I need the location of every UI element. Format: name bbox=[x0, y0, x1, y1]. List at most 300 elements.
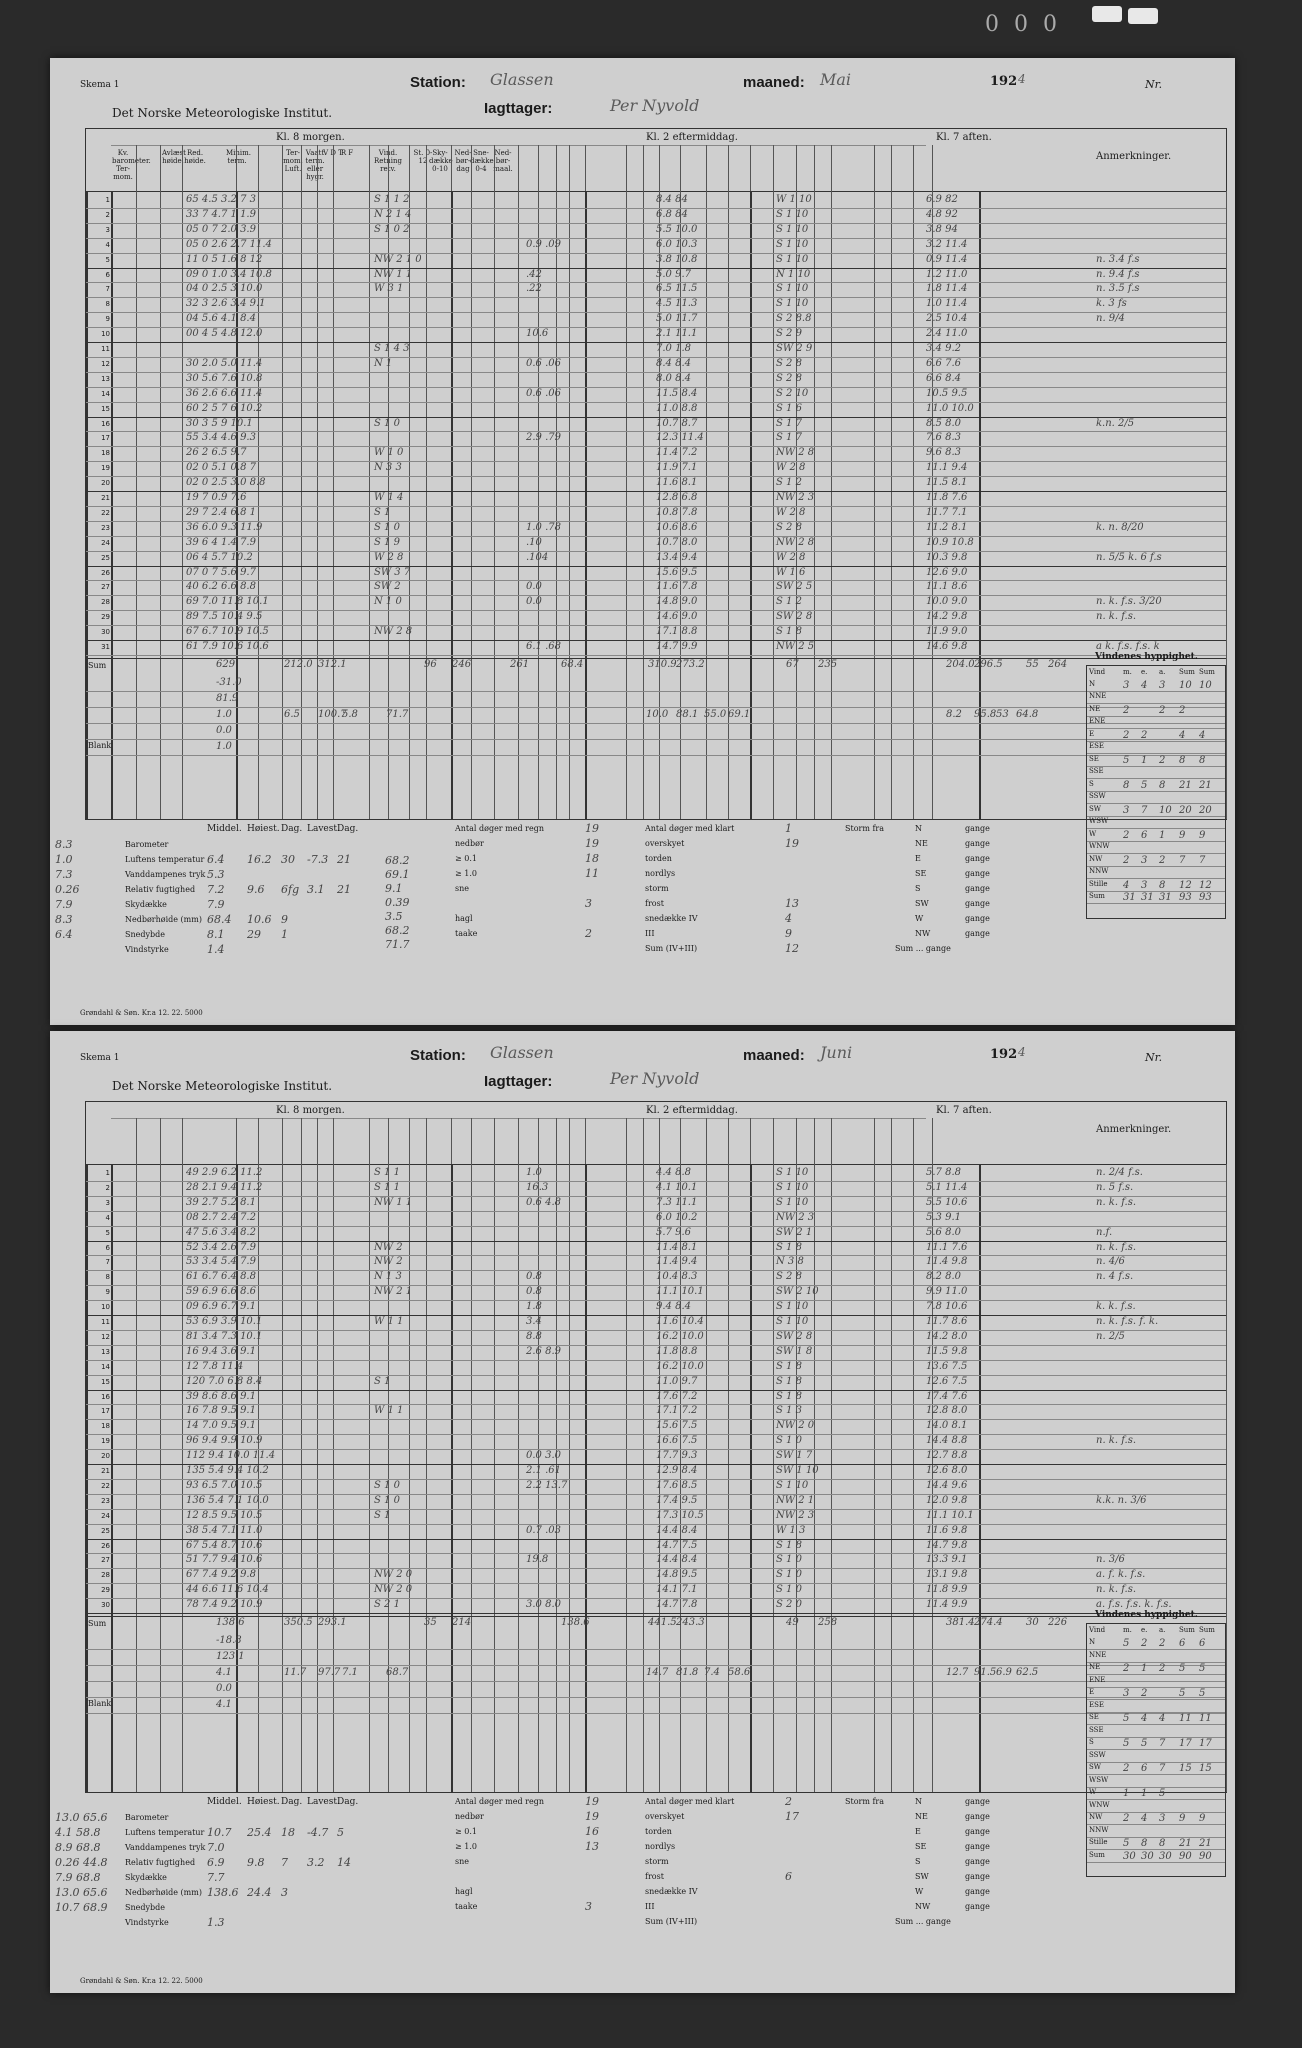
header-column-rule bbox=[626, 145, 627, 191]
header-column-rule bbox=[317, 145, 318, 191]
storm-suffix: gange bbox=[965, 1887, 990, 1896]
remarks-entry: n. k. f.s. bbox=[1096, 1435, 1137, 1447]
summary-row-label: Luftens temperatur bbox=[125, 1828, 205, 1837]
afternoon-values: 11.8 8.8 bbox=[656, 1345, 698, 1357]
morning-values: 09 0 1.0 3.4 10.8 bbox=[186, 268, 272, 280]
summary-value: 138.6 bbox=[207, 1886, 239, 1899]
column-header: Sne-dække 0-4 bbox=[470, 149, 494, 173]
storm-suffix: gange bbox=[965, 1857, 990, 1866]
evening-values: 1.8 11.4 bbox=[926, 283, 968, 295]
evening-values: 11.0 10.0 bbox=[926, 402, 974, 414]
wind-direction: WNW bbox=[1089, 842, 1110, 851]
day-number: 16 bbox=[101, 1392, 110, 1401]
evening-values: 12.6 8.0 bbox=[926, 1465, 968, 1476]
summary-col-header: Høiest. bbox=[247, 824, 280, 834]
rain-days-value: 18 bbox=[585, 852, 599, 865]
wind-count: 2 bbox=[1141, 729, 1148, 741]
header-column-rule bbox=[814, 1118, 815, 1164]
header-column-rule bbox=[471, 145, 472, 191]
rain-days-value: 16 bbox=[585, 1825, 599, 1838]
evening-values: 5.1 11.4 bbox=[926, 1181, 968, 1193]
header-column-rule bbox=[773, 1118, 774, 1164]
wind-direction: NW bbox=[1089, 854, 1103, 863]
storm-direction: NW bbox=[915, 929, 931, 938]
summary-value: 5.3 bbox=[207, 868, 225, 881]
summary-value: 9.6 bbox=[247, 883, 265, 896]
remarks-entry: k. k. f.s. bbox=[1096, 1301, 1136, 1313]
side-calculation: 68.2 bbox=[385, 854, 410, 867]
afternoon-values: 11.6 10.4 bbox=[656, 1316, 704, 1327]
day-number: 25 bbox=[101, 1526, 110, 1535]
wind-count: 3 bbox=[1123, 804, 1130, 816]
afternoon-values: 6.0 10.3 bbox=[656, 238, 698, 250]
day-number: 15 bbox=[101, 1377, 110, 1386]
wind-count: 31 bbox=[1159, 892, 1172, 904]
morning-values: 39 2.7 5.2 8.1 bbox=[186, 1196, 256, 1208]
wind-direction: N bbox=[1089, 1638, 1096, 1646]
afternoon-values: 3.8 10.8 bbox=[656, 253, 698, 265]
wind-count: 12 bbox=[1179, 879, 1192, 891]
evening-values: 13.6 7.5 bbox=[926, 1360, 968, 1372]
rain-days-label: ≥ 0.1 bbox=[455, 854, 477, 863]
rain-days-label: ≥ 1.0 bbox=[455, 1842, 477, 1851]
afternoon-wind: NW 2 8 bbox=[776, 536, 815, 548]
wind-row-rule bbox=[1087, 1724, 1225, 1725]
evening-values: 14.7 9.8 bbox=[926, 1539, 968, 1551]
summary-value: 21 bbox=[337, 883, 351, 896]
day-number: 29 bbox=[101, 1586, 110, 1595]
day-number: 20 bbox=[101, 1452, 110, 1461]
morning-values: 60 2 5 7 6 10.2 bbox=[186, 402, 263, 414]
morning-wind: S 1 bbox=[374, 1509, 391, 1521]
rain-days-label: hagl bbox=[455, 1887, 473, 1896]
evening-values: 11.1 7.6 bbox=[926, 1241, 968, 1253]
period-morning: Kl. 8 morgen. bbox=[276, 132, 345, 143]
wind-count: 90 bbox=[1179, 1850, 1192, 1862]
column-header: Ter-mom. Luft. bbox=[283, 149, 303, 173]
morning-values: 112 9.4 10.0 11.4 bbox=[186, 1450, 276, 1462]
evening-values: 5.6 8.0 bbox=[926, 1226, 961, 1238]
header-column-rule bbox=[706, 1118, 707, 1164]
morning-wind: N 2 1 4 bbox=[374, 208, 412, 220]
header-column-rule bbox=[369, 1118, 370, 1164]
wind-row-rule bbox=[1087, 741, 1225, 742]
extra-row-rule bbox=[86, 723, 1226, 724]
morning-wind: NW 1 1 bbox=[374, 268, 413, 280]
header-column-rule bbox=[451, 1118, 452, 1164]
day-number: 19 bbox=[101, 1437, 110, 1446]
morning-values: 120 7.0 6.8 8.4 bbox=[186, 1375, 263, 1387]
morning-values: 59 6.9 6.6 8.6 bbox=[186, 1286, 256, 1298]
summary-row-label: Barometer bbox=[125, 1813, 169, 1822]
day-number: 23 bbox=[101, 523, 110, 532]
morning-precip: 8.8 bbox=[526, 1330, 542, 1342]
wind-direction: ENE bbox=[1089, 1675, 1106, 1684]
day-number: 6 bbox=[105, 270, 110, 279]
day-number: 9 bbox=[105, 1288, 110, 1297]
day-number: 8 bbox=[105, 300, 110, 309]
year-print: 192 bbox=[990, 1047, 1018, 1062]
wind-count: 2 bbox=[1159, 854, 1166, 866]
wind-count: 17 bbox=[1179, 1738, 1192, 1749]
header-column-rule bbox=[301, 145, 302, 191]
period-evening: Kl. 7 aften. bbox=[936, 1105, 992, 1116]
sum-value: 235 bbox=[818, 658, 838, 670]
wind-count: 12 bbox=[1199, 879, 1212, 891]
header-column-rule bbox=[643, 1118, 644, 1164]
afternoon-values: 14.7 9.9 bbox=[656, 641, 698, 652]
wind-col-header: m. bbox=[1123, 1626, 1132, 1634]
header-column-rule bbox=[333, 145, 334, 191]
storm-direction: S bbox=[915, 884, 921, 893]
header-column-rule bbox=[874, 145, 875, 191]
blank-label: Blank bbox=[88, 1699, 112, 1708]
morning-values: 04 0 2.5 3 10.0 bbox=[186, 283, 263, 295]
morning-values: 44 6.6 11.6 10.4 bbox=[186, 1584, 269, 1596]
storm-suffix: gange bbox=[965, 1797, 990, 1806]
morning-values: 32 3 2.6 3.4 9.1 bbox=[186, 298, 266, 310]
afternoon-wind: W 2 8 bbox=[776, 551, 806, 563]
wind-direction: NNE bbox=[1089, 692, 1107, 701]
evening-values: 4.8 92 bbox=[926, 208, 958, 220]
summary-value: 9.8 bbox=[247, 1856, 265, 1869]
morning-wind: S 1 0 2 bbox=[374, 223, 410, 235]
mean-value: 68.7 bbox=[386, 1667, 409, 1678]
year-hand: 4 bbox=[1018, 1045, 1026, 1059]
header-column-rule bbox=[585, 1118, 586, 1164]
evening-values: 10.3 9.8 bbox=[926, 551, 968, 563]
morning-wind: N 1 bbox=[374, 357, 393, 369]
header-column-rule bbox=[160, 1118, 161, 1164]
summary-row-label: Relativ fugtighed bbox=[125, 1858, 196, 1867]
header-column-rule bbox=[932, 145, 933, 191]
evening-values: 1.0 11.4 bbox=[926, 298, 968, 310]
summary-col-header: Dag. bbox=[337, 824, 359, 834]
evening-values: 2.5 10.4 bbox=[926, 313, 968, 325]
storm-suffix: gange bbox=[965, 929, 990, 938]
evening-values: 11.1 9.4 bbox=[926, 462, 968, 474]
wind-direction: NW bbox=[1089, 1813, 1103, 1821]
extra-row-rule bbox=[86, 707, 1226, 708]
morning-wind: S 1 0 bbox=[374, 521, 400, 533]
wind-count: 7 bbox=[1179, 854, 1186, 866]
afternoon-wind: S 2 8 bbox=[776, 372, 802, 384]
summary-value: -7.3 bbox=[307, 853, 329, 866]
afternoon-values: 10.4 8.3 bbox=[656, 1271, 698, 1283]
clear-days-label: storm bbox=[645, 1857, 669, 1866]
afternoon-values: 9.4 8.4 bbox=[656, 1301, 691, 1313]
sum-value: 441.5 bbox=[648, 1617, 677, 1628]
clear-days-label: snedække IV bbox=[645, 914, 698, 923]
evening-values: 14.2 9.8 bbox=[926, 611, 968, 623]
afternoon-values: 14.7 7.5 bbox=[656, 1539, 698, 1551]
wind-direction: ENE bbox=[1089, 717, 1106, 726]
remarks-entry: n. 4 f.s. bbox=[1096, 1271, 1134, 1283]
extra-row-value: 1.0 bbox=[216, 740, 232, 752]
wind-count: 2 bbox=[1123, 829, 1130, 841]
afternoon-wind: S 2 8 bbox=[776, 521, 802, 533]
morning-values: 05 0 2.6 2.7 11.4 bbox=[186, 238, 272, 250]
header-column-rule bbox=[913, 1118, 914, 1164]
day-number: 24 bbox=[101, 538, 110, 547]
header-column-rule bbox=[494, 145, 495, 191]
summary-value: 8.1 bbox=[207, 928, 225, 941]
morning-values: 29 7 2.4 6.8 1 bbox=[186, 506, 256, 518]
wind-count: 1 bbox=[1141, 1788, 1148, 1799]
wind-row-rule bbox=[1087, 1674, 1225, 1675]
clear-days-label: overskyet bbox=[645, 839, 685, 848]
sum-value: 55 bbox=[1026, 658, 1039, 670]
extra-row-value: 4.1 bbox=[216, 1667, 232, 1678]
header-column-rule bbox=[891, 145, 892, 191]
morning-values: 65 4.5 3.2 7 3 bbox=[186, 194, 256, 205]
sum-value: 212.0 bbox=[284, 658, 313, 670]
header-column-rule bbox=[569, 145, 570, 191]
day-number: 19 bbox=[101, 464, 110, 473]
storm-suffix: gange bbox=[965, 884, 990, 893]
header-column-rule bbox=[301, 1118, 302, 1164]
morning-wind: S 1 0 bbox=[374, 1479, 400, 1491]
morning-values: 33 7 4.7 1 1.9 bbox=[186, 208, 256, 220]
afternoon-values: 10.7 8.7 bbox=[656, 417, 698, 429]
evening-values: 13.1 9.8 bbox=[926, 1569, 968, 1581]
wind-count: 6 bbox=[1179, 1638, 1186, 1649]
wind-count: 2 bbox=[1123, 1813, 1130, 1824]
morning-precip: 0.7 .03 bbox=[526, 1524, 561, 1536]
morning-precip: 3.0 8.0 bbox=[526, 1599, 561, 1611]
margin-calculation: 8.3 bbox=[55, 838, 73, 851]
summary-value: 1.4 bbox=[207, 943, 225, 956]
sum-value: 264 bbox=[1048, 658, 1068, 670]
nr-label: Nr. bbox=[1145, 1051, 1163, 1064]
header-column-rule bbox=[258, 145, 259, 191]
clear-days-label: nordlys bbox=[645, 1842, 676, 1851]
afternoon-wind: S 1 10 bbox=[776, 253, 809, 265]
morning-values: 07 0 7 5.6 9.7 bbox=[186, 566, 256, 578]
wind-count: 5 bbox=[1141, 779, 1148, 791]
wind-direction: NNE bbox=[1089, 1650, 1107, 1659]
wind-col-header: a. bbox=[1159, 667, 1166, 676]
morning-values: 55 3.4 4.6 9.3 bbox=[186, 432, 256, 444]
mean-value: 12.7 bbox=[946, 1667, 969, 1678]
header-column-rule bbox=[796, 1118, 797, 1164]
morning-values: 52 3.4 2.6 7.9 bbox=[186, 1241, 256, 1253]
wind-direction: SSW bbox=[1089, 792, 1106, 801]
summary-value: 18 bbox=[281, 1826, 295, 1839]
morning-wind: S 1 bbox=[374, 506, 391, 518]
wind-col-header: m. bbox=[1123, 667, 1132, 676]
mean-value: 62.5 bbox=[1016, 1667, 1039, 1678]
wind-count: 3 bbox=[1141, 854, 1148, 866]
wind-count: 5 bbox=[1179, 1688, 1186, 1699]
summary-value: 3 bbox=[281, 1886, 288, 1899]
wind-direction: SE bbox=[1089, 1713, 1099, 1721]
morning-values: 69 7.0 11.8 10.1 bbox=[186, 596, 269, 608]
side-calculation: 3.5 bbox=[385, 910, 403, 923]
wind-direction: S bbox=[1089, 1738, 1094, 1746]
storm-direction: SW bbox=[915, 1872, 929, 1881]
wind-count: 21 bbox=[1199, 779, 1212, 791]
afternoon-values: 12.8 6.8 bbox=[656, 492, 698, 503]
afternoon-wind: W 2 8 bbox=[776, 506, 806, 518]
day-number: 21 bbox=[101, 494, 110, 502]
storm-direction: SE bbox=[915, 1842, 927, 1851]
sum-value: 96 bbox=[424, 658, 437, 670]
summary-row-label: Vindstyrke bbox=[125, 1918, 169, 1927]
sum-value: 35 bbox=[424, 1617, 437, 1628]
wind-direction: NE bbox=[1089, 704, 1101, 713]
afternoon-values: 14.4 8.4 bbox=[656, 1554, 698, 1566]
sum-value: 312.1 bbox=[318, 658, 347, 670]
morning-values: 136 5.4 7.1 10.0 bbox=[186, 1494, 269, 1506]
sum-value: 293.1 bbox=[318, 1617, 347, 1628]
extra-row-rule bbox=[86, 755, 1226, 756]
afternoon-wind: S 2 8 bbox=[776, 1271, 802, 1283]
header-column-rule bbox=[626, 1118, 627, 1164]
summary-row-label: Vanddampenes tryk bbox=[125, 870, 206, 879]
storm-direction: N bbox=[915, 1797, 922, 1806]
storm-suffix: gange bbox=[965, 839, 990, 848]
mean-value: 71.7 bbox=[386, 708, 409, 720]
day-number: 26 bbox=[101, 1541, 110, 1550]
summary-value: 68.4 bbox=[207, 913, 232, 926]
header-column-rule bbox=[680, 145, 681, 191]
header-column-rule bbox=[814, 145, 815, 191]
clear-days-value: 6 bbox=[785, 1870, 792, 1883]
remarks-entry: n. 9.4 f.s bbox=[1096, 268, 1140, 280]
morning-wind: W 1 4 bbox=[374, 492, 404, 503]
day-number: 13 bbox=[101, 1347, 110, 1356]
evening-values: 12.6 9.0 bbox=[926, 566, 968, 578]
wind-count: 5 bbox=[1141, 1738, 1148, 1749]
morning-values: 04 5.6 4.1 8.4 bbox=[186, 313, 256, 325]
evening-values: 9.6 8.3 bbox=[926, 447, 961, 459]
remarks-entry: n.f. bbox=[1096, 1226, 1113, 1238]
clear-days-label: overskyet bbox=[645, 1812, 685, 1821]
wind-count: 8 bbox=[1141, 1838, 1148, 1849]
extra-row-rule bbox=[86, 691, 1226, 692]
wind-count: 5 bbox=[1123, 1713, 1130, 1724]
morning-values: 16 7.8 9.5 9.1 bbox=[186, 1405, 256, 1417]
afternoon-wind: SW 1 10 bbox=[776, 1465, 819, 1476]
afternoon-wind: S 1 10 bbox=[776, 1316, 809, 1327]
remarks-entry: a. f.s. f.s. k. f.s. bbox=[1096, 1599, 1172, 1611]
morning-wind: S 1 0 bbox=[374, 417, 400, 429]
header-column-rule bbox=[659, 1118, 660, 1164]
header-column-rule bbox=[831, 145, 832, 191]
wind-direction: NE bbox=[1089, 1663, 1101, 1671]
day-number: 12 bbox=[101, 359, 110, 368]
storm-suffix: gange bbox=[965, 1872, 990, 1881]
sum-value: 204.0 bbox=[946, 658, 975, 670]
wind-direction: Stille bbox=[1089, 1838, 1108, 1846]
storm-direction: SW bbox=[915, 899, 929, 908]
wind-count: 9 bbox=[1179, 829, 1186, 841]
morning-values: 49 2.9 6.2 11.2 bbox=[186, 1167, 263, 1178]
morning-values: 39 6 4 1.4 7.9 bbox=[186, 536, 256, 548]
day-number: 17 bbox=[101, 434, 110, 443]
morning-wind: S 2 1 bbox=[374, 1599, 400, 1611]
rain-days-label: taake bbox=[455, 929, 478, 938]
afternoon-wind: S 1 0 bbox=[776, 1435, 802, 1447]
afternoon-values: 17.4 9.5 bbox=[656, 1494, 698, 1506]
wind-direction: S bbox=[1089, 779, 1094, 788]
mean-value: 11.7 bbox=[284, 1667, 307, 1678]
morning-precip: 0.8 bbox=[526, 1286, 542, 1298]
wind-count: 8 bbox=[1159, 879, 1166, 891]
header-column-rule bbox=[282, 145, 283, 191]
morning-values: 47 5.6 3.4 8.2 bbox=[186, 1226, 256, 1238]
mean-value: 6.5 bbox=[284, 708, 300, 720]
afternoon-wind: NW 2 3 bbox=[776, 1211, 815, 1223]
summary-row-label: Snedybde bbox=[125, 1903, 165, 1912]
summary-col-header: Dag. bbox=[337, 1797, 359, 1807]
evening-values: 5.5 10.6 bbox=[926, 1196, 968, 1208]
day-number: 31 bbox=[101, 643, 110, 651]
mean-value: 91.5 bbox=[974, 1667, 997, 1678]
morning-values: 14 7.0 9.5 9.1 bbox=[186, 1420, 256, 1432]
sum-value: 30 bbox=[1026, 1617, 1039, 1628]
column-header: St. 0-12 bbox=[413, 149, 433, 165]
evening-values: 2.4 11.0 bbox=[926, 328, 968, 340]
header-column-rule bbox=[750, 145, 751, 191]
wind-count: 17 bbox=[1199, 1738, 1212, 1749]
period-afternoon: Kl. 2 eftermiddag. bbox=[646, 132, 738, 143]
column-header: Sky-dække 0-10 bbox=[429, 149, 453, 173]
margin-calculation: 8.3 bbox=[55, 913, 73, 926]
morning-values: 36 2.6 6.6 11.4 bbox=[186, 387, 263, 399]
wind-col-header: e. bbox=[1141, 667, 1148, 676]
afternoon-wind: S 1 7 bbox=[776, 432, 802, 444]
wind-direction: SW bbox=[1089, 804, 1101, 813]
mean-value: 7.1 bbox=[342, 1667, 358, 1678]
column-header: Ned-bør-dag bbox=[454, 149, 472, 173]
day-number: 11 bbox=[101, 1318, 110, 1326]
morning-values: 51 7.7 9.4 10.6 bbox=[186, 1554, 263, 1566]
evening-values: 11.1 10.1 bbox=[926, 1509, 974, 1521]
afternoon-values: 4.4 8.8 bbox=[656, 1167, 691, 1178]
remarks-entry: n. k. f.s. 3/20 bbox=[1096, 596, 1162, 608]
day-number: 10 bbox=[101, 1303, 110, 1312]
summary-value: 10.7 bbox=[207, 1826, 232, 1839]
wind-count: 10 bbox=[1159, 804, 1172, 816]
header-column-rule bbox=[182, 1118, 183, 1164]
wind-direction: Sum bbox=[1089, 1850, 1105, 1859]
afternoon-wind: SW 2 9 bbox=[776, 343, 813, 354]
afternoon-wind: SW 1 7 bbox=[776, 1450, 813, 1462]
monthly-summary bbox=[55, 1795, 1225, 1937]
mean-value: 53 bbox=[996, 708, 1009, 720]
evening-values: 14.6 9.8 bbox=[926, 641, 968, 652]
form-number: Skema 1 bbox=[80, 1053, 120, 1063]
summary-value: 5 bbox=[337, 1826, 344, 1839]
storm-direction: W bbox=[915, 914, 924, 923]
afternoon-values: 13.4 9.4 bbox=[656, 551, 698, 563]
storm-sum: Sum ... gange bbox=[895, 1917, 951, 1926]
afternoon-values: 11.4 9.4 bbox=[656, 1256, 698, 1268]
summary-row-label: Nedbørhøide (mm) bbox=[125, 1888, 202, 1897]
header-column-rule bbox=[388, 145, 389, 191]
remarks-entry: n. k. f.s. bbox=[1096, 1196, 1137, 1208]
monthly-summary bbox=[55, 822, 1225, 964]
day-number: 4 bbox=[105, 240, 110, 249]
evening-values: 11.8 9.9 bbox=[926, 1584, 968, 1596]
morning-values: 30 5.6 7.6 10.8 bbox=[186, 372, 263, 384]
header-column-rule bbox=[891, 1118, 892, 1164]
afternoon-values: 8.4 8.4 bbox=[656, 357, 691, 369]
summary-col-header: Lavest. bbox=[307, 824, 340, 834]
morning-wind: N 1 3 bbox=[374, 1271, 402, 1283]
